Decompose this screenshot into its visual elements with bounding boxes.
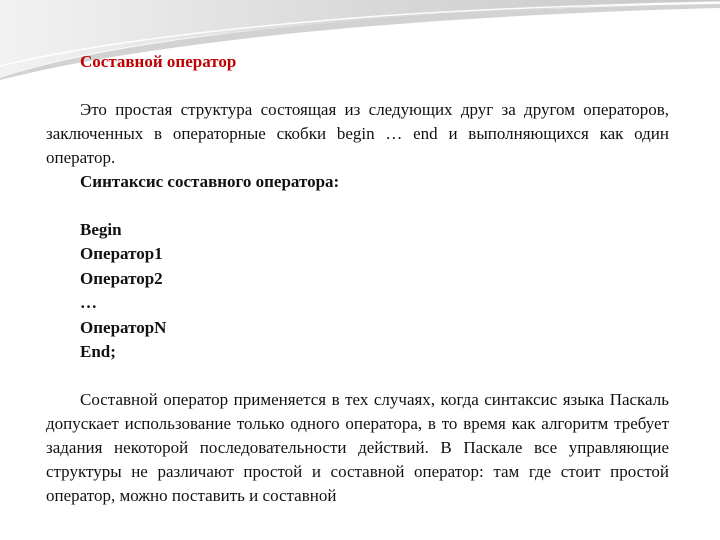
code-block	[46, 218, 669, 364]
syntax-heading: Синтаксис составного оператора:	[80, 172, 340, 191]
intro-paragraph: Это простая структура состоящая из следующих друг за другом операторов, заключенных в операторные скобки begin … end и выполняющихся как один оператор.	[46, 100, 669, 167]
code-line-operator1: Оператор1	[80, 244, 163, 264]
code-line-operatorN: ОператорN	[80, 317, 167, 337]
slide-content	[46, 50, 669, 508]
code-line-operator2: Оператор2	[80, 268, 163, 288]
code-line-begin: Begin	[80, 220, 122, 239]
code-line-end: End;	[80, 342, 116, 362]
code-line-ellipsis: …	[80, 293, 97, 313]
description-paragraph: Составной оператор применяется в тех случаях, когда синтаксис языка Паскаль допускает использование только одного оператора, в то время как алгоритм требует задания некоторой последовательности действий. В Паскале все управляющие структуры не различают простой и составной оператор: там где стоит простой оператор, можно поставить и составной	[46, 390, 669, 506]
slide-title: Составной оператор	[80, 52, 237, 71]
